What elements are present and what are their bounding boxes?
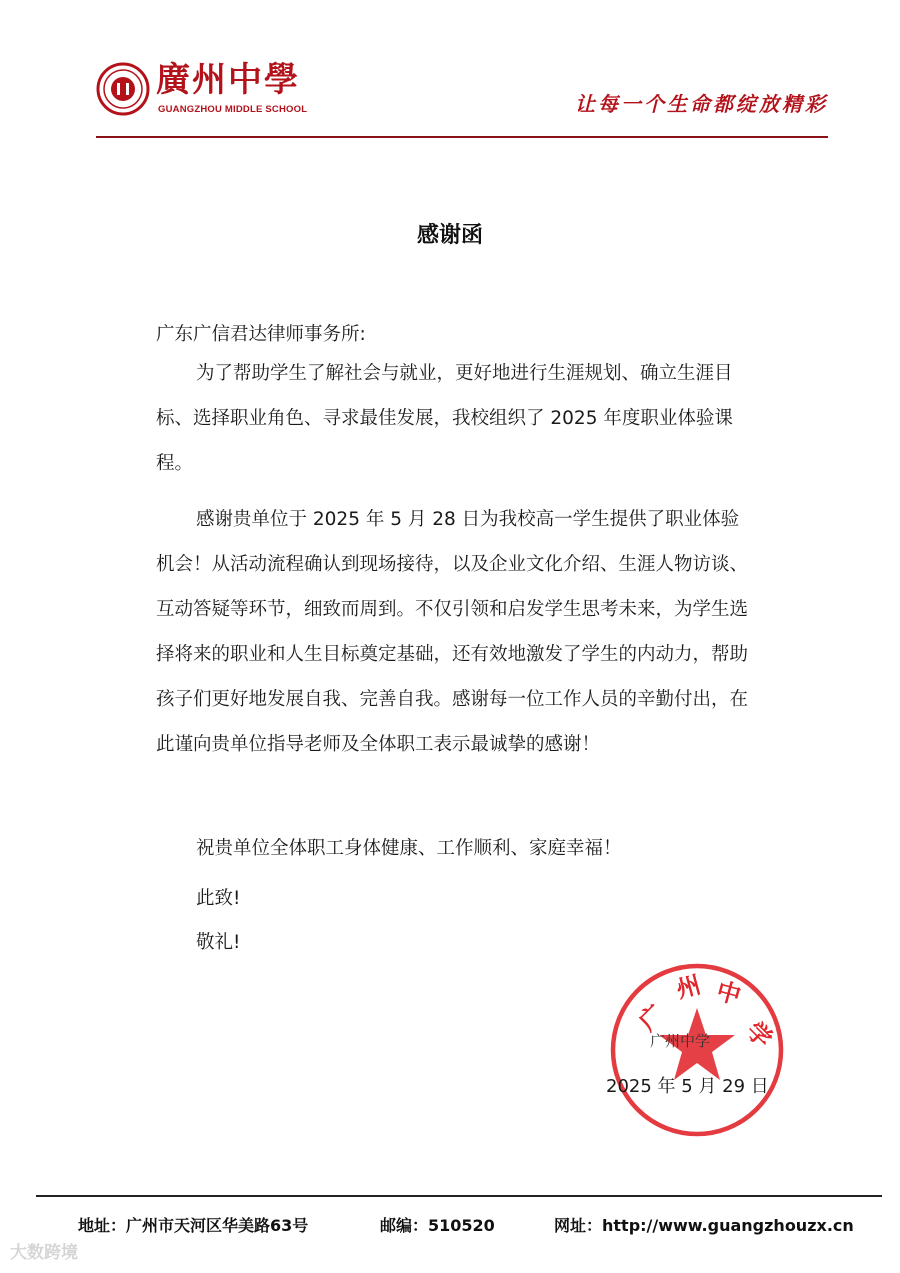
letter-closing-2: 敬礼! xyxy=(196,932,241,953)
footer-address: 地址：广州市天河区华美路63号 xyxy=(78,1216,309,1235)
letter-paragraph-1: 为了帮助学生了解社会与就业，更好地进行生涯规划、确立生涯目标、选择职业角色、寻求最佳发展，我校组织了 2025 年度职业体验课程。 xyxy=(156,363,733,474)
signature-organization: 广州中学 xyxy=(650,1032,711,1050)
watermark-text: 大数跨境 xyxy=(10,1243,78,1263)
school-name-en: GUANGZHOU MIDDLE SCHOOL xyxy=(158,104,308,115)
svg-text:广: 广 xyxy=(633,999,671,1037)
school-logo-icon xyxy=(96,62,150,116)
letter-title: 感谢函 xyxy=(416,223,483,248)
school-name-cn: 廣州中學 xyxy=(156,60,300,100)
header-divider xyxy=(96,136,828,138)
svg-text:学: 学 xyxy=(740,1016,778,1054)
school-slogan: 让每一个生命都绽放精彩 xyxy=(575,92,828,116)
svg-text:州: 州 xyxy=(673,970,704,1004)
letter-closing-1: 此致! xyxy=(196,888,241,909)
letter-paragraph-2: 感谢贵单位于 2025 年 5 月 28 日为我校高一学生提供了职业体验机会！从活动流程确认到现场接待，以及企业文化介绍、生涯人物访谈、互动答疑等环节，细致而周到。不仅引领和启发学生思考未来，为学生选择将来的职业和人生目标奠定基础，还有效地激发了学生的内动力，帮助孩子们更好地发展自我、完善自我。感谢每一位工作人员的辛勤付出，在此谨向贵单位指导老师及全体职工表示最诚挚的感谢！ xyxy=(156,509,749,755)
signature-date: 2025 年 5 月 29 日 xyxy=(606,1076,769,1097)
svg-text:中: 中 xyxy=(713,976,744,1011)
footer-divider xyxy=(36,1195,882,1197)
letter-paragraph-3: 祝贵单位全体职工身体健康、工作顺利、家庭幸福！ xyxy=(196,838,622,859)
letter-salutation: 广东广信君达律师事务所: xyxy=(156,324,366,345)
footer-postcode: 邮编：510520 xyxy=(380,1216,495,1235)
footer-website: 网址：http://www.guangzhouzx.cn xyxy=(554,1216,854,1235)
